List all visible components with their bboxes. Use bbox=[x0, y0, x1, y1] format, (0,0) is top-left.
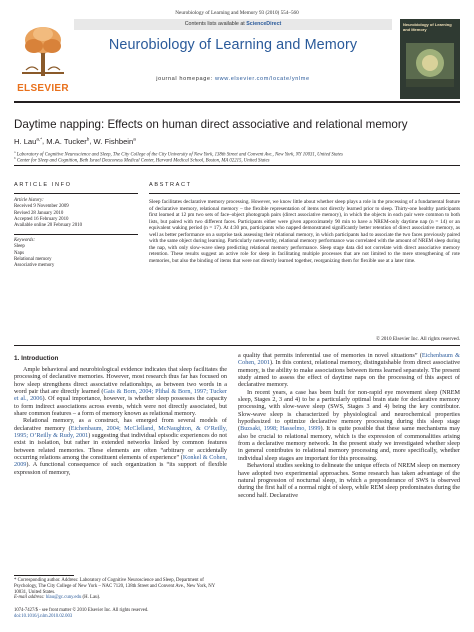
email-line: E-mail address: hlau@gc.cuny.edu (H. Lau). bbox=[14, 595, 101, 601]
body-paragraph: Relational memory, as a construct, has emerged from several models of declarative memory (Eichenbaum, 2004; McClelland, McNaughton, & O’Reilly, 1995; O’Reilly & Rudy, 2001) suggesting that individual episodic experiences do not exist in isolation, but rather in extended networks linked by common features between related memories. These elements are often “arbitrary or accidentally occurring relations among the constituent elements of experience” (Konkel & Cohen, 2009). A functional consequence of such organization is “its support of flexible expression of memory, bbox=[14, 417, 227, 476]
issn-line: 1074-7427/$ - see front matter © 2010 Elsevier Inc. All rights reserved. bbox=[14, 608, 149, 613]
contents-bar bbox=[74, 19, 392, 30]
author[interactable]: W. Fishbein$^a$ bbox=[93, 136, 136, 146]
author[interactable]: M.A. Tucker$^b$ bbox=[46, 136, 90, 146]
author-email-link[interactable]: hlau@gc.cuny.edu bbox=[45, 595, 82, 601]
article-title: Daytime napping: Effects on human direct associative and relational memory bbox=[14, 118, 408, 131]
affiliation: $^b$ Center for Sleep and Cognition, Beth Israel Deaconess Medical Center, Harvard Medical School, Boston, MA 02215, United States bbox=[14, 156, 270, 164]
info-divider bbox=[14, 234, 138, 235]
history-label: Article history: bbox=[14, 198, 44, 203]
history-item: Available online 20 February 2010 bbox=[14, 223, 83, 229]
homepage-url-link[interactable]: www.elsevier.com/locate/ynlme bbox=[214, 76, 310, 82]
abstract-rule bbox=[149, 193, 460, 194]
abstract-text: Sleep facilitates declarative memory processing. However, we know little about whether sleep plays a role in the processing of a fundamental feature of declarative memory, relational memory – the flexible representation of items not directly learned prior to sleep. Thirty-one healthy participants first learned at 12 pm two sets of face–object photograph pairs (direct associative memory), in which the objects in each pair were common to both lists, but paired with two different faces. Participants either were given approximately 90 min to have a NREM-only daytime nap (n = 14) or an equivalent waking period (n = 17). At 4:30 pm, participants who napped demonstrated significantly better retention of direct associative memory, as well as better performance on a surprise task assessing their relational memory, in which participants had to associate the two faces previously paired with the same object during learning. Particularly noteworthy, relational memory performance was correlated with the amount of NREM sleep during the nap, with only slow-wave sleep predicting relational memory performance. Sleep stage data did not correlate with direct associative memory retention. These results suggest an active role for sleep in facilitating multiple processes that are not limited to the mere strengthening of rote memories, but also the binding of items that were not directly learned together, reorganizing them for flexible use at a later time. bbox=[149, 199, 460, 264]
citation-link[interactable]: Gais & Born, 2004; Plihal & Born, 1997; Tucker et al., 2006 bbox=[14, 388, 227, 403]
author[interactable]: H. Lau$^{a,*}$ bbox=[14, 136, 42, 146]
history-item: Received 9 November 2009 bbox=[14, 204, 69, 210]
author-list: H. Lau$^{a,*}$, M.A. Tucker$^b$, W. Fishbein$^a$ bbox=[14, 136, 136, 146]
journal-cover bbox=[400, 19, 460, 99]
section-title: 1. Introduction bbox=[14, 355, 59, 362]
sciencedirect-link[interactable]: ScienceDirect bbox=[246, 21, 282, 27]
abstract-copyright: © 2010 Elsevier Inc. All rights reserved. bbox=[375, 336, 460, 342]
body-left-column bbox=[14, 366, 227, 476]
citation-link[interactable]: Eichenbaum, 2004; McClelland, McNaughton, & O’Reilly, 1995; O’Reilly & Rudy, 2001 bbox=[14, 424, 227, 440]
journal-masthead bbox=[14, 19, 460, 99]
journal-homepage bbox=[74, 76, 392, 82]
corresponding-author-footnote: * Corresponding author. Address: Laboratory of Cognitive Neuroscience and Sleep, Department of Psychology, The City College of New York – NAC 7120, 138th Street and Convent Ave., New York, NY 10031, United States. E-mail address: hlau@gc.cuny.edu (H. Lau). bbox=[14, 578, 224, 601]
article-info-heading: ARTICLE INFO bbox=[14, 182, 72, 188]
info-rule bbox=[14, 193, 138, 194]
abstract-bottom-rule bbox=[14, 345, 460, 346]
keyword: Relational memory bbox=[14, 256, 52, 262]
body-paragraph: Behavioral studies seeking to delineate the unique effects of NREM sleep on memory have adopted two experimental approaches. Some research has taken advantage of the natural progression of nocturnal sleep, in which a preponderance of SWS is observed during the first half of a normal night of sleep, while REM sleep predominates during the second half. Declarative bbox=[238, 462, 460, 499]
history-item: Revised 28 January 2010 bbox=[14, 210, 64, 216]
footer-identifiers bbox=[14, 608, 224, 619]
article-history bbox=[14, 198, 138, 229]
contents-prefix: Contents lists available at bbox=[184, 21, 247, 27]
elsevier-tree-icon bbox=[20, 24, 66, 76]
keywords bbox=[14, 238, 138, 269]
citation-link[interactable]: Eichenbaum & Cohen, 2001 bbox=[238, 352, 460, 367]
body-paragraph: Ample behavioral and neurobiological evidence indicates that sleep facilitates the processing of declarative memories. However, most research thus far has focused on how sleep strengthens direct associative relationships, as between two words in a word pair that are directly learned (Gais & Born, 2004; Plihal & Born, 1997; Tucker et al., 2006). Of equal importance, however, is whether sleep possesses the capacity to form indirect associations across events, which were not directly associated, but share common features – a form of memory known as relational memory. bbox=[14, 366, 227, 418]
journal-reference: Neurobiology of Learning and Memory 93 (2010) 554–560 bbox=[175, 10, 299, 16]
masthead-rule bbox=[14, 101, 460, 103]
journal-cover-image bbox=[406, 43, 454, 87]
keyword: Associative memory bbox=[14, 263, 55, 269]
history-item: Accepted 16 February 2010 bbox=[14, 216, 69, 222]
keyword: Naps bbox=[14, 250, 25, 256]
body-right-column bbox=[238, 352, 460, 499]
footnote-rule bbox=[14, 575, 74, 576]
publisher-name: ELSEVIER bbox=[17, 83, 69, 94]
masthead-center bbox=[74, 19, 392, 99]
keyword: Sleep bbox=[14, 244, 25, 250]
body-paragraph: In recent years, a case has been built for non-rapid eye movement sleep (NREM sleep, Stages 2, 3 and 4) to be a particularly optimal brain state for declarative memory processing, with slow-wave sleep (SWS, Stages 3 and 4) being the key contributor. Slow-wave sleep is characterized by physiological and neurochemical properties hypothesized to optimize declarative memory processing during this sleep stage (Buzsaki, 1998; Hasselmo, 1999). It is quite possible that these same mechanisms may also be crucial to relational memory, which is the expression of commonalities arising from a declarative memory network. In the present study we investigated whether sleep in general contributes to relational memory processing and, more specifically, whether individual sleep stages are important for this processing. bbox=[238, 388, 460, 462]
citation-link[interactable]: Konkel & Cohen, 2009 bbox=[14, 454, 227, 469]
citation-link[interactable]: Buzsaki, 1998; Hasselmo, 1999 bbox=[240, 425, 321, 433]
affiliation: $^a$ Laboratory of Cognitive Neuroscience and Sleep, The City College of the City University of New York, 138th Street and Convent Ave., New York, NY 10031, United States bbox=[14, 150, 343, 158]
title-rule bbox=[14, 165, 460, 166]
elsevier-logo bbox=[14, 19, 72, 99]
abstract-heading: ABSTRACT bbox=[149, 182, 192, 188]
cover-title: Neurobiology of Learning and Memory bbox=[403, 22, 452, 32]
doi-link[interactable]: doi:10.1016/j.nlm.2010.02.003 bbox=[14, 613, 73, 619]
keywords-label: Keywords: bbox=[14, 238, 36, 243]
homepage-prefix: journal homepage: bbox=[156, 76, 215, 82]
journal-title: Neurobiology of Learning and Memory bbox=[108, 37, 358, 53]
body-paragraph: a quality that permits inferential use of memories in novel situations” (Eichenbaum & Cohen, 2001). In this context, relational memory, distinguishable from direct associative memory, is the ability to make associations between items learned separately. The present study aimed to assess the effect of daytime naps on the processing of this aspect of declarative memory. bbox=[238, 352, 460, 389]
